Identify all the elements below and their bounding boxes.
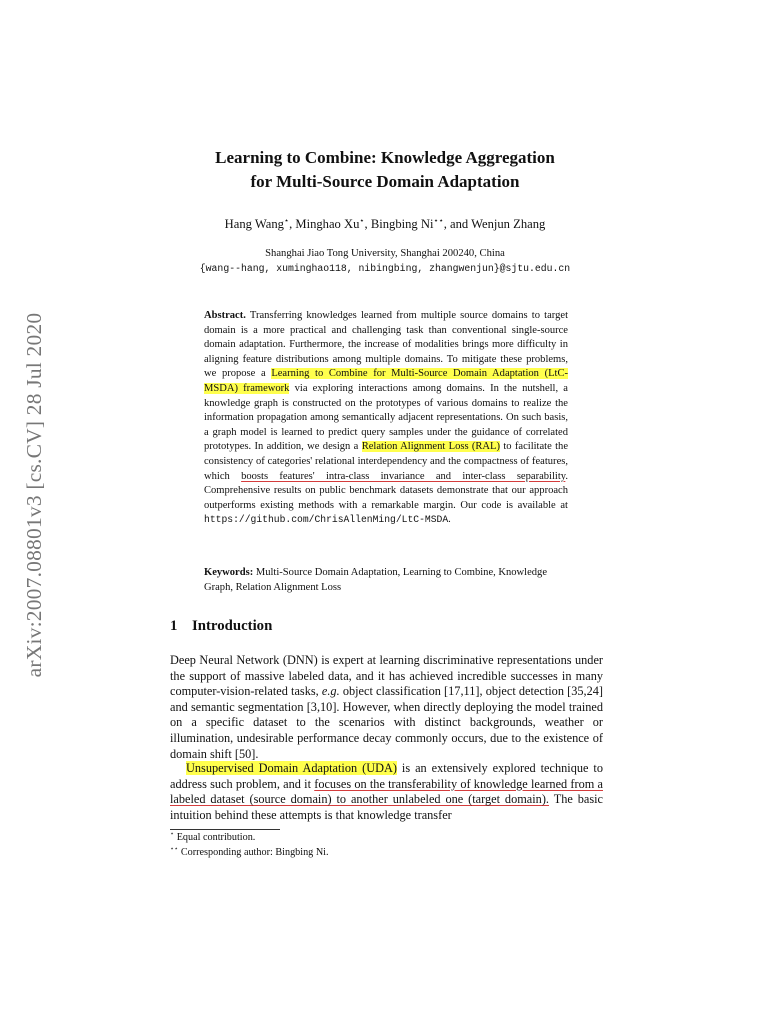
author-name: Hang Wang — [224, 217, 284, 231]
author-name: Bingbing Ni — [370, 217, 434, 231]
section-number: 1 — [170, 618, 178, 634]
author-name: Minghao Xu — [295, 217, 360, 231]
author-mark: ⋆ — [283, 215, 290, 225]
code-url-link[interactable]: https://github.com/ChrisAllenMing/LtC-MSDA — [204, 514, 449, 526]
section-heading — [170, 618, 272, 635]
author-mark: ⋆⋆ — [433, 215, 444, 225]
author-name: Wenjun Zhang — [471, 217, 546, 231]
highlight-uda: Unsupervised Domain Adaptation (UDA) — [186, 761, 397, 775]
footnote-rule — [170, 829, 280, 830]
abstract: Abstract. Transferring knowledges learned from multiple source domains to target domain is a more practical and challenging task than conventional single-source domain adaptation. Furthermore, the increase of modalities brings more difficulty in aligning feature distributions among multiple domains. To mitigate these problems, we propose a Learning to Combine for Multi-Source Domain Adaptation (LtC-MSDA) framework via exploring interactions among domains. In the nutshell, a knowledge graph is constructed on the prototypes of various domains to realize the information propagation among semantically adjacent representations. On such basis, a graph model is learned to predict query samples under the guidance of correlated prototypes. In addition, we design a Relation Alignment Loss (RAL) to facilitate the consistency of categories' relational interdependency and the compactness of features, which boosts features' intra-class invariance and inter-class separability. Comprehensive results on public benchmark datasets demonstrate that our approach outperforms existing methods with a remarkable margin. Our code is available at https://github.com/ChrisAllenMing/LtC-MSDA. — [204, 310, 569, 526]
affiliation — [160, 246, 610, 276]
author-list: Hang Wang⋆, Minghao Xu⋆, Bingbing Ni⋆⋆, and Wenjun Zhang — [224, 215, 546, 231]
arxiv-identifier: arXiv:2007.08801v3 [cs.CV] 28 Jul 2020 — [22, 312, 46, 678]
author-mark: ⋆ — [359, 215, 365, 225]
abstract-label: Abstract. — [204, 310, 246, 321]
section-title: Introduction — [192, 618, 273, 634]
highlight-ral: Relation Alignment Loss (RAL) — [361, 441, 501, 453]
keywords-label: Keywords: — [204, 567, 254, 578]
highlight-ltc-msda: Learning to Combine for Multi-Source Domain Adaptation (LtC-MSDA) framework — [204, 368, 568, 394]
footnote-1: ⋆ Equal contribution. — [170, 830, 256, 843]
title-line-1: Learning to Combine: Knowledge Aggregation — [215, 148, 555, 167]
institution: Shanghai Jiao Tong University, Shanghai 200240, China — [265, 248, 505, 259]
underline-boosts: boosts features' intra-class invariance and inter-class separability — [241, 470, 566, 482]
intro-paragraph-2: Unsupervised Domain Adaptation (UDA) is an extensively explored technique to address such problem, and it focuses on the transferability of knowledge learned from a labeled dataset (source domain) to another unlabeled one (target domain). The basic intuition behind these attempts is that knowledge transfer — [170, 761, 603, 822]
intro-paragraph-1: Deep Neural Network (DNN) is expert at learning discriminative representations under the support of massive labeled data, and it has achieved incredible successes in many computer-vision-related tasks, e.g. object classification [17,11], object detection [35,24] and semantic segmentation [3,10]. However, when directly deploying the model trained on a specific dataset to the scenarios with distinct backgrounds, weather or illumination, undesirable performance decay commonly occurs, due to the existence of domain shift [50]. — [170, 653, 603, 761]
keywords: Keywords: Multi-Source Domain Adaptation, Learning to Combine, Knowledge Graph, Relation Alignment Loss — [204, 567, 548, 593]
underline-transferability: focuses on the transferability of knowledge learned from a labeled dataset (source domain) to another unlabeled one (target domain). — [170, 776, 603, 807]
author-emails: {wang--hang, xuminghao118, nibingbing, zhangwenjun}@sjtu.edu.cn — [199, 263, 571, 274]
paper-title — [160, 146, 610, 194]
title-line-2: for Multi-Source Domain Adaptation — [250, 172, 520, 191]
footnote-2: ⋆⋆ Corresponding author: Bingbing Ni. — [170, 845, 329, 858]
